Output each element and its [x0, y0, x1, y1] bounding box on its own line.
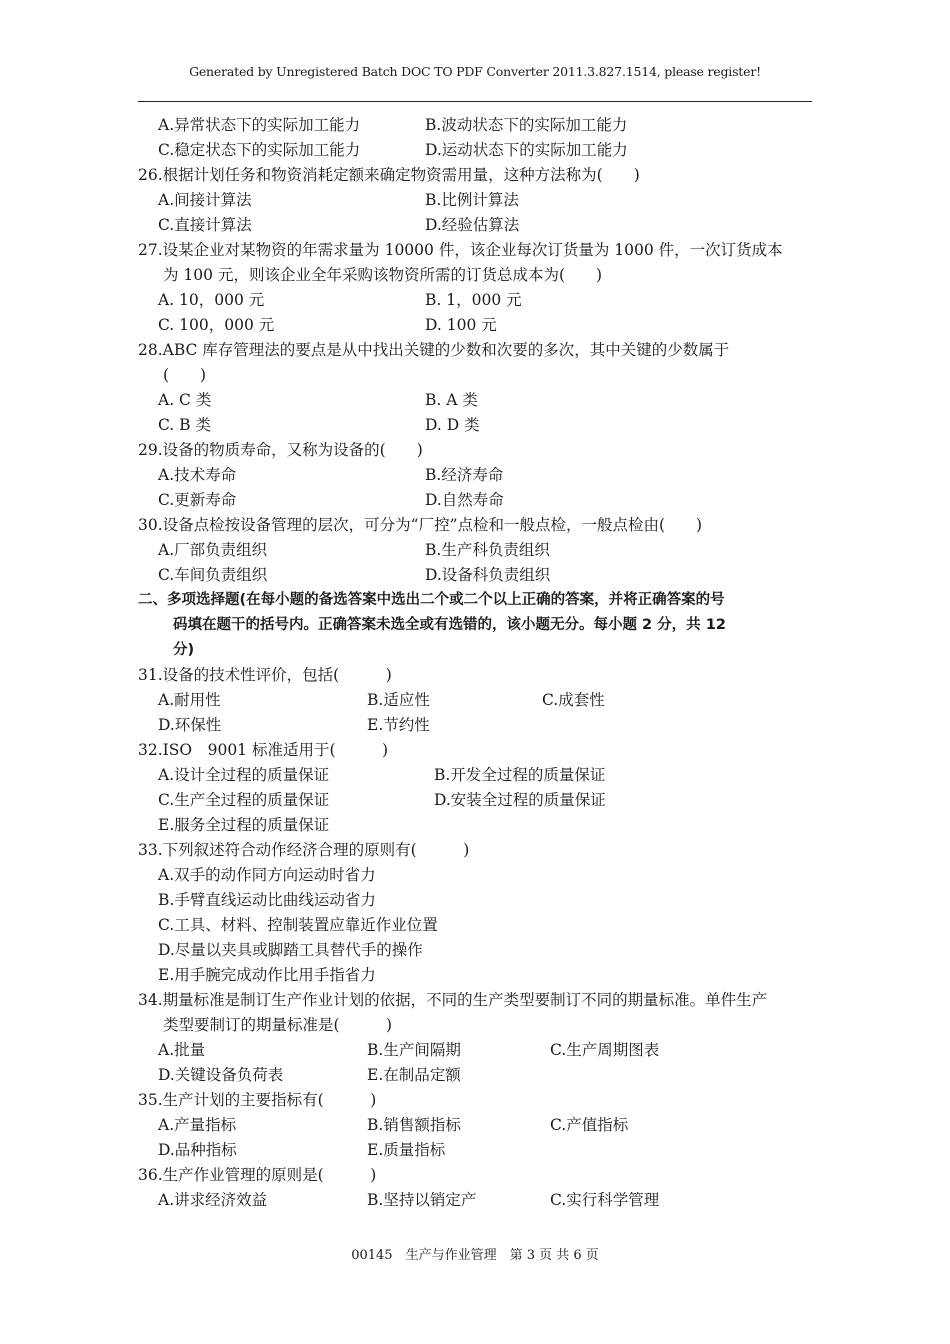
- answer-option: C.产值指标: [550, 1116, 629, 1134]
- answer-option: A.讲求经济效益: [158, 1191, 268, 1209]
- text-line: [138, 1013, 814, 1038]
- text-line: [138, 363, 814, 388]
- page-footer: 00145 生产与作业管理 第 3 页 共 6 页: [351, 1248, 599, 1263]
- answer-option: E.质量指标: [367, 1141, 446, 1159]
- text-line: [138, 163, 814, 188]
- answer-option: A.产量指标: [158, 1116, 237, 1134]
- answer-option: B.生产科负责组织: [425, 541, 550, 559]
- option-row: [138, 413, 814, 438]
- answer-option: C.成套性: [542, 691, 605, 709]
- text-line: [138, 738, 814, 763]
- text-line: [138, 613, 814, 638]
- option-row: [138, 488, 814, 513]
- text-line: [138, 263, 814, 288]
- option-row: [138, 188, 814, 213]
- option-row: [138, 463, 814, 488]
- question-text: 33.下列叙述符合动作经济合理的原则有( ): [138, 841, 470, 859]
- answer-option: C.工具、材料、控制装置应靠近作业位置: [158, 916, 438, 934]
- option-row: [138, 963, 814, 988]
- answer-option: A.间接计算法: [158, 191, 252, 209]
- option-row: [138, 913, 814, 938]
- answer-option: D.环保性: [158, 716, 222, 734]
- option-row: [138, 313, 814, 338]
- option-row: [138, 1038, 814, 1063]
- text-line: [138, 338, 814, 363]
- answer-option: E.在制品定额: [367, 1066, 461, 1084]
- question-text-continued: 类型要制订的期量标准是( ): [163, 1016, 393, 1034]
- answer-option: B.坚持以销定产: [367, 1191, 477, 1209]
- answer-option: C.生产全过程的质量保证: [158, 791, 330, 809]
- answer-option: C. 100，000 元: [158, 316, 275, 334]
- text-line: [138, 838, 814, 863]
- option-row: [138, 563, 814, 588]
- answer-option: C.生产周期图表: [550, 1041, 660, 1059]
- answer-option: D.安装全过程的质量保证: [434, 791, 606, 809]
- text-line: [138, 663, 814, 688]
- text-line: [138, 588, 814, 613]
- section-heading: 二、多项选择题(在每小题的备选答案中选出二个或二个以上正确的答案，并将正确答案的号: [138, 592, 725, 608]
- answer-option: C.实行科学管理: [550, 1191, 660, 1209]
- answer-option: B. A 类: [425, 391, 478, 409]
- option-row: [138, 213, 814, 238]
- option-row: [138, 888, 814, 913]
- section-heading-continued: 分): [173, 642, 195, 658]
- answer-option: A.设计全过程的质量保证: [158, 766, 330, 784]
- answer-option: C.直接计算法: [158, 216, 252, 234]
- answer-option: B.手臂直线运动比曲线运动省力: [158, 891, 376, 909]
- answer-option: D.经验估算法: [425, 216, 520, 234]
- question-text: 31.设备的技术性评价，包括( ): [138, 666, 392, 684]
- answer-option: D.设备科负责组织: [425, 566, 551, 584]
- option-row: [138, 388, 814, 413]
- option-row: [138, 288, 814, 313]
- answer-option: A.双手的动作同方向运动时省力: [158, 866, 376, 884]
- option-row: [138, 813, 814, 838]
- section-heading-continued: 码填在题干的括号内。正确答案未选全或有选错的，该小题无分。每小题 2 分，共 12: [173, 617, 726, 633]
- converter-header: Generated by Unregistered Batch DOC TO PDF Converter 2011.3.827.1514, please register!: [189, 64, 761, 79]
- answer-option: D. 100 元: [425, 316, 497, 334]
- answer-option: E.用手腕完成动作比用手指省力: [158, 966, 376, 984]
- question-text: 28.ABC 库存管理法的要点是从中找出关键的少数和次要的多次，其中关键的少数属于: [138, 341, 730, 359]
- answer-option: D.运动状态下的实际加工能力: [425, 141, 628, 159]
- option-row: [138, 713, 814, 738]
- answer-option: B.波动状态下的实际加工能力: [425, 116, 628, 134]
- answer-option: C.更新寿命: [158, 491, 237, 509]
- answer-option: D.尽量以夹具或脚踏工具替代手的操作: [158, 941, 423, 959]
- question-text: 35.生产计划的主要指标有( ): [138, 1091, 377, 1109]
- answer-option: A. C 类: [158, 391, 212, 409]
- answer-option: D.品种指标: [158, 1141, 237, 1159]
- text-line: [138, 438, 814, 463]
- option-row: [138, 138, 814, 163]
- answer-option: A.异常状态下的实际加工能力: [158, 116, 361, 134]
- option-row: [138, 113, 814, 138]
- text-line: [138, 988, 814, 1013]
- answer-option: A.耐用性: [158, 691, 221, 709]
- question-text: 26.根据计划任务和物资消耗定额来确定物资需用量，这种方法称为( ): [138, 166, 640, 184]
- option-row: [138, 1138, 814, 1163]
- answer-option: E.服务全过程的质量保证: [158, 816, 330, 834]
- option-row: [138, 538, 814, 563]
- question-text: 34.期量标准是制订生产作业计划的依据，不同的生产类型要制订不同的期量标准。单件生产: [138, 991, 768, 1009]
- option-row: [138, 763, 814, 788]
- answer-option: D.自然寿命: [425, 491, 504, 509]
- option-row: [138, 1113, 814, 1138]
- question-text: 32.ISO 9001 标准适用于( ): [138, 741, 389, 759]
- option-row: [138, 938, 814, 963]
- text-line: [138, 1163, 814, 1188]
- text-line: [138, 638, 814, 663]
- exam-content: [138, 113, 814, 1213]
- question-text-continued: ( ): [163, 366, 207, 384]
- question-text: 29.设备的物质寿命，又称为设备的( ): [138, 441, 423, 459]
- text-line: [138, 1088, 814, 1113]
- question-text-continued: 为 100 元，则该企业全年采购该物资所需的订货总成本为( ): [163, 266, 603, 284]
- answer-option: B.经济寿命: [425, 466, 504, 484]
- question-text: 30.设备点检按设备管理的层次，可分为“厂控”点检和一般点检，一般点检由( ): [138, 516, 703, 534]
- text-line: [138, 513, 814, 538]
- answer-option: D.关键设备负荷表: [158, 1066, 284, 1084]
- text-line: [138, 238, 814, 263]
- option-row: [138, 863, 814, 888]
- option-row: [138, 688, 814, 713]
- answer-option: C.车间负责组织: [158, 566, 268, 584]
- answer-option: B.开发全过程的质量保证: [434, 766, 606, 784]
- header-rule: [138, 101, 812, 102]
- answer-option: A.批量: [158, 1041, 206, 1059]
- answer-option: C.稳定状态下的实际加工能力: [158, 141, 361, 159]
- answer-option: C. B 类: [158, 416, 211, 434]
- option-row: [138, 788, 814, 813]
- answer-option: A. 10，000 元: [158, 291, 265, 309]
- answer-option: B.比例计算法: [425, 191, 519, 209]
- option-row: [138, 1188, 814, 1213]
- answer-option: E.节约性: [367, 716, 430, 734]
- question-text: 27.设某企业对某物资的年需求量为 10000 件，该企业每次订货量为 1000 件，一次订货成本: [138, 241, 783, 259]
- answer-option: B.销售额指标: [367, 1116, 461, 1134]
- answer-option: A.技术寿命: [158, 466, 237, 484]
- answer-option: B.生产间隔期: [367, 1041, 461, 1059]
- answer-option: A.厂部负责组织: [158, 541, 268, 559]
- option-row: [138, 1063, 814, 1088]
- question-text: 36.生产作业管理的原则是( ): [138, 1166, 377, 1184]
- answer-option: B.适应性: [367, 691, 430, 709]
- answer-option: B. 1，000 元: [425, 291, 522, 309]
- answer-option: D. D 类: [425, 416, 480, 434]
